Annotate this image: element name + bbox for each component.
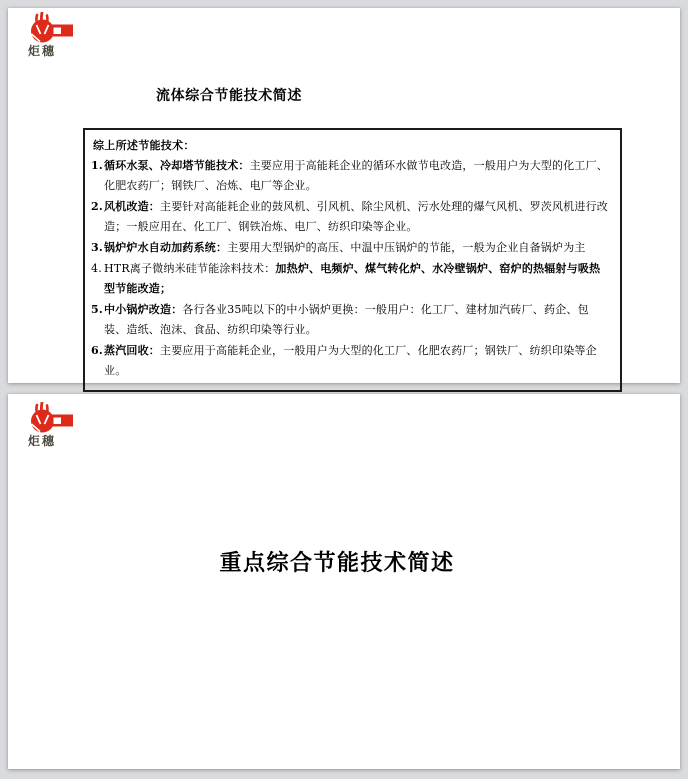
slide1-title: 流体综合节能技术简述 xyxy=(156,88,302,104)
item-text xyxy=(104,300,610,340)
list-item xyxy=(88,341,610,381)
list-item xyxy=(88,197,610,237)
summary-box xyxy=(83,128,622,392)
item-label: HTR离子微纳米硅节能涂料技术： xyxy=(104,262,276,275)
item-number: 2. xyxy=(91,200,103,213)
item-description: 主要用大型锅炉的高压、中温中压锅炉的节能，一般为企业自备锅炉为主 xyxy=(227,241,586,254)
item-number: 6. xyxy=(91,344,103,357)
item-text xyxy=(104,156,610,196)
item-text xyxy=(104,259,610,299)
flame-logo-icon xyxy=(28,12,74,43)
slide2-title: 重点综合节能技术简述 xyxy=(219,550,455,576)
item-description: 主要应用于高能耗企业的循环水做节电改造，一般用户为大型的化工厂、化肥农药厂；钢铁厂、冶炼、电厂等企业。 xyxy=(104,159,609,192)
item-description: 加热炉、电频炉、煤气转化炉、水冷壁锅炉、窑炉的热辐射与吸热型节能改造； xyxy=(104,262,601,295)
item-label: 锅炉炉水自动加药系统： xyxy=(104,241,228,254)
item-label: 蒸汽回收： xyxy=(104,344,160,357)
company-logo-text: 炬穗 xyxy=(28,434,57,448)
item-description: 主要针对高能耗企业的鼓风机、引风机、除尘风机、污水处理的爆气风机、罗茨风机进行改造；一般应用在、化工厂、钢铁冶炼、电厂、纺织印染等企业。 xyxy=(104,200,608,233)
item-description: 主要应用于高能耗企业，一般用户为大型的化工厂、化肥农药厂；钢铁厂、纺织印染等企业。 xyxy=(104,344,597,377)
summary-box-header: 综上所述节能技术： xyxy=(93,139,195,152)
slide-page-1 xyxy=(8,8,680,383)
item-label: 循环水泵、冷却塔节能技术： xyxy=(104,159,250,172)
tech-list xyxy=(88,156,610,381)
item-number: 3. xyxy=(91,241,103,254)
item-description: 各行各业35吨以下的中小锅炉更换：一般用户：化工厂、建材加汽砖厂、药企、包装、造纸、泡沫、食品、纺织印染等行业。 xyxy=(104,303,589,336)
list-item xyxy=(88,259,610,299)
item-label: 中小锅炉改造： xyxy=(104,303,183,316)
item-text xyxy=(104,341,610,381)
item-text xyxy=(104,197,610,237)
list-item xyxy=(88,300,610,340)
company-logo xyxy=(28,12,98,58)
item-label: 风机改造： xyxy=(104,200,160,213)
company-logo-text: 炬穗 xyxy=(28,44,57,58)
flame-logo-icon xyxy=(28,402,74,433)
list-item xyxy=(88,238,610,258)
item-number: 1. xyxy=(91,159,103,172)
slide-page-2 xyxy=(8,394,680,769)
item-number: 4. xyxy=(91,262,102,275)
list-item xyxy=(88,156,610,196)
item-text xyxy=(104,238,610,258)
company-logo xyxy=(28,402,98,448)
item-number: 5. xyxy=(91,303,103,316)
